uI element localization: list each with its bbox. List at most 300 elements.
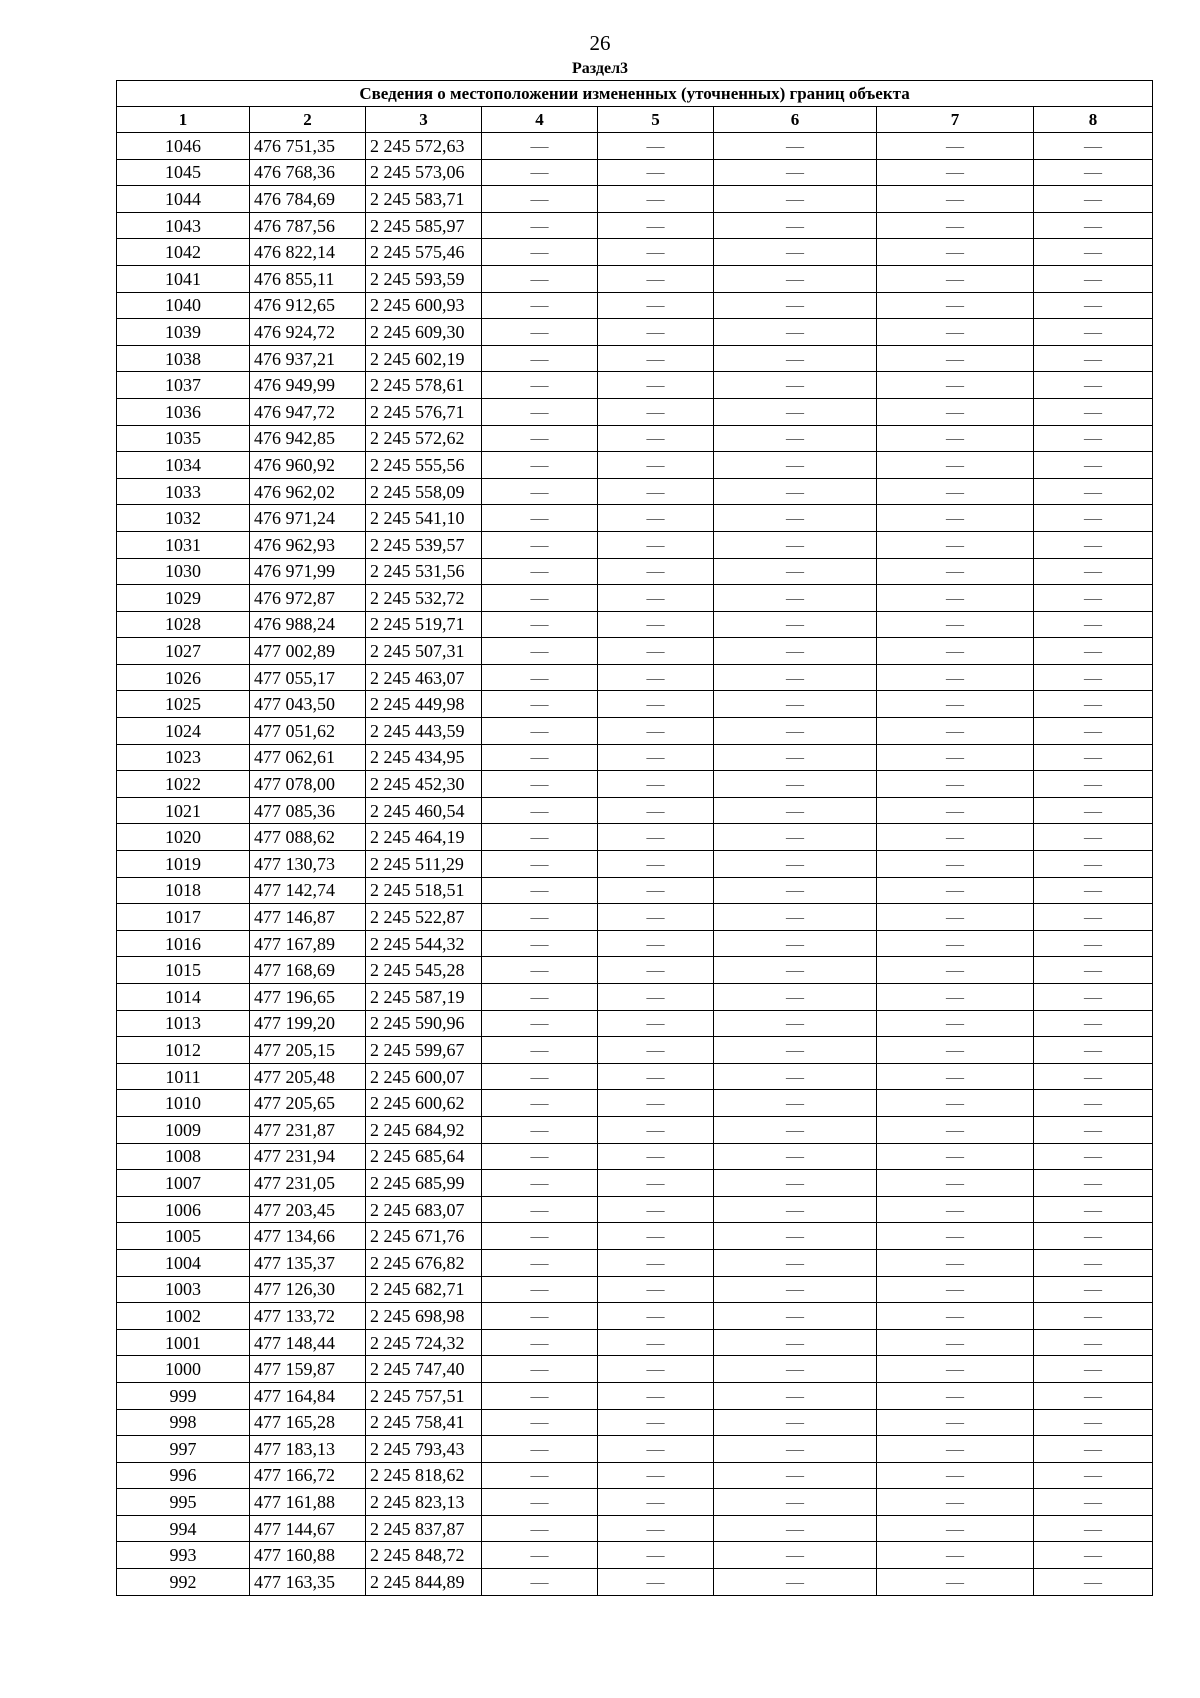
empty-value-cell: —	[598, 771, 714, 798]
table-row	[117, 771, 1153, 798]
empty-value-cell: —	[877, 824, 1034, 851]
empty-value-cell: —	[598, 797, 714, 824]
table-row	[117, 292, 1153, 319]
table-row	[117, 478, 1153, 505]
y-coordinate-cell: 2 245 823,13	[366, 1489, 482, 1516]
empty-value-cell: —	[877, 239, 1034, 266]
empty-value-cell: —	[1034, 1249, 1153, 1276]
table-row	[117, 1569, 1153, 1596]
y-coordinate-cell: 2 245 544,32	[366, 930, 482, 957]
column-number: 1	[117, 107, 250, 133]
point-number-cell: 1036	[117, 398, 250, 425]
table-row	[117, 824, 1153, 851]
y-coordinate-cell: 2 245 757,51	[366, 1382, 482, 1409]
y-coordinate-cell: 2 245 684,92	[366, 1116, 482, 1143]
y-coordinate-cell: 2 245 575,46	[366, 239, 482, 266]
empty-value-cell: —	[598, 1143, 714, 1170]
table-row	[117, 851, 1153, 878]
table-row	[117, 1489, 1153, 1516]
empty-value-cell: —	[714, 531, 877, 558]
empty-value-cell: —	[598, 159, 714, 186]
point-number-cell: 1041	[117, 265, 250, 292]
empty-value-cell: —	[714, 1542, 877, 1569]
y-coordinate-cell: 2 245 844,89	[366, 1569, 482, 1596]
empty-value-cell: —	[714, 558, 877, 585]
y-coordinate-cell: 2 245 848,72	[366, 1542, 482, 1569]
x-coordinate-cell: 477 205,15	[250, 1037, 366, 1064]
x-coordinate-cell: 476 971,99	[250, 558, 366, 585]
y-coordinate-cell: 2 245 676,82	[366, 1249, 482, 1276]
empty-value-cell: —	[598, 133, 714, 160]
empty-value-cell: —	[482, 664, 598, 691]
empty-value-cell: —	[877, 1196, 1034, 1223]
empty-value-cell: —	[1034, 824, 1153, 851]
y-coordinate-cell: 2 245 609,30	[366, 319, 482, 346]
empty-value-cell: —	[877, 398, 1034, 425]
x-coordinate-cell: 476 972,87	[250, 585, 366, 612]
empty-value-cell: —	[714, 1010, 877, 1037]
empty-value-cell: —	[482, 265, 598, 292]
empty-value-cell: —	[877, 771, 1034, 798]
empty-value-cell: —	[598, 212, 714, 239]
empty-value-cell: —	[1034, 1116, 1153, 1143]
empty-value-cell: —	[1034, 1515, 1153, 1542]
table-row	[117, 505, 1153, 532]
empty-value-cell: —	[714, 691, 877, 718]
x-coordinate-cell: 477 199,20	[250, 1010, 366, 1037]
empty-value-cell: —	[598, 372, 714, 399]
empty-value-cell: —	[598, 664, 714, 691]
empty-value-cell: —	[877, 611, 1034, 638]
x-coordinate-cell: 476 988,24	[250, 611, 366, 638]
empty-value-cell: —	[714, 478, 877, 505]
empty-value-cell: —	[1034, 372, 1153, 399]
empty-value-cell: —	[1034, 1303, 1153, 1330]
x-coordinate-cell: 477 168,69	[250, 957, 366, 984]
table-row	[117, 345, 1153, 372]
x-coordinate-cell: 477 231,94	[250, 1143, 366, 1170]
y-coordinate-cell: 2 245 602,19	[366, 345, 482, 372]
empty-value-cell: —	[598, 265, 714, 292]
point-number-cell: 999	[117, 1382, 250, 1409]
empty-value-cell: —	[714, 1116, 877, 1143]
empty-value-cell: —	[877, 1489, 1034, 1516]
empty-value-cell: —	[1034, 239, 1153, 266]
empty-value-cell: —	[714, 664, 877, 691]
empty-value-cell: —	[877, 1329, 1034, 1356]
empty-value-cell: —	[1034, 1143, 1153, 1170]
x-coordinate-cell: 477 205,65	[250, 1090, 366, 1117]
empty-value-cell: —	[598, 824, 714, 851]
point-number-cell: 1031	[117, 531, 250, 558]
x-coordinate-cell: 477 163,35	[250, 1569, 366, 1596]
x-coordinate-cell: 476 784,69	[250, 186, 366, 213]
empty-value-cell: —	[877, 212, 1034, 239]
point-number-cell: 1028	[117, 611, 250, 638]
empty-value-cell: —	[1034, 425, 1153, 452]
empty-value-cell: —	[598, 558, 714, 585]
y-coordinate-cell: 2 245 747,40	[366, 1356, 482, 1383]
table-row	[117, 133, 1153, 160]
empty-value-cell: —	[877, 904, 1034, 931]
empty-value-cell: —	[1034, 1462, 1153, 1489]
empty-value-cell: —	[598, 1382, 714, 1409]
table-row	[117, 319, 1153, 346]
y-coordinate-cell: 2 245 464,19	[366, 824, 482, 851]
empty-value-cell: —	[714, 1356, 877, 1383]
empty-value-cell: —	[482, 1569, 598, 1596]
empty-value-cell: —	[877, 372, 1034, 399]
empty-value-cell: —	[482, 1143, 598, 1170]
table-row	[117, 265, 1153, 292]
column-number: 2	[250, 107, 366, 133]
column-number: 6	[714, 107, 877, 133]
empty-value-cell: —	[877, 478, 1034, 505]
table-row	[117, 638, 1153, 665]
empty-value-cell: —	[877, 664, 1034, 691]
y-coordinate-cell: 2 245 685,99	[366, 1170, 482, 1197]
empty-value-cell: —	[482, 1037, 598, 1064]
empty-value-cell: —	[482, 1249, 598, 1276]
table-row	[117, 1329, 1153, 1356]
empty-value-cell: —	[714, 1276, 877, 1303]
empty-value-cell: —	[1034, 611, 1153, 638]
table-row	[117, 1010, 1153, 1037]
empty-value-cell: —	[877, 1276, 1034, 1303]
table-row	[117, 1196, 1153, 1223]
table-row	[117, 531, 1153, 558]
x-coordinate-cell: 477 231,05	[250, 1170, 366, 1197]
point-number-cell: 1014	[117, 984, 250, 1011]
column-number: 4	[482, 107, 598, 133]
empty-value-cell: —	[877, 957, 1034, 984]
empty-value-cell: —	[877, 1303, 1034, 1330]
empty-value-cell: —	[482, 1489, 598, 1516]
empty-value-cell: —	[1034, 1010, 1153, 1037]
empty-value-cell: —	[1034, 478, 1153, 505]
y-coordinate-cell: 2 245 724,32	[366, 1329, 482, 1356]
x-coordinate-cell: 477 133,72	[250, 1303, 366, 1330]
empty-value-cell: —	[714, 1196, 877, 1223]
y-coordinate-cell: 2 245 511,29	[366, 851, 482, 878]
empty-value-cell: —	[482, 1356, 598, 1383]
empty-value-cell: —	[877, 1090, 1034, 1117]
empty-value-cell: —	[482, 1462, 598, 1489]
empty-value-cell: —	[877, 851, 1034, 878]
empty-value-cell: —	[877, 452, 1034, 479]
point-number-cell: 997	[117, 1436, 250, 1463]
empty-value-cell: —	[1034, 1356, 1153, 1383]
empty-value-cell: —	[598, 718, 714, 745]
x-coordinate-cell: 476 947,72	[250, 398, 366, 425]
empty-value-cell: —	[877, 1356, 1034, 1383]
x-coordinate-cell: 477 161,88	[250, 1489, 366, 1516]
x-coordinate-cell: 477 135,37	[250, 1249, 366, 1276]
empty-value-cell: —	[714, 345, 877, 372]
point-number-cell: 1046	[117, 133, 250, 160]
y-coordinate-cell: 2 245 682,71	[366, 1276, 482, 1303]
empty-value-cell: —	[1034, 558, 1153, 585]
point-number-cell: 1025	[117, 691, 250, 718]
empty-value-cell: —	[482, 133, 598, 160]
point-number-cell: 1006	[117, 1196, 250, 1223]
empty-value-cell: —	[877, 1409, 1034, 1436]
empty-value-cell: —	[877, 877, 1034, 904]
table-title: Сведения о местоположении измененных (уточненных) границ объекта	[117, 81, 1153, 107]
y-coordinate-cell: 2 245 531,56	[366, 558, 482, 585]
point-number-cell: 1037	[117, 372, 250, 399]
empty-value-cell: —	[877, 1542, 1034, 1569]
point-number-cell: 1026	[117, 664, 250, 691]
x-coordinate-cell: 477 144,67	[250, 1515, 366, 1542]
empty-value-cell: —	[598, 1170, 714, 1197]
empty-value-cell: —	[877, 345, 1034, 372]
table-row	[117, 452, 1153, 479]
x-coordinate-cell: 477 196,65	[250, 984, 366, 1011]
table-row	[117, 718, 1153, 745]
table-row	[117, 611, 1153, 638]
empty-value-cell: —	[1034, 744, 1153, 771]
table-row	[117, 877, 1153, 904]
y-coordinate-cell: 2 245 449,98	[366, 691, 482, 718]
table-row	[117, 1249, 1153, 1276]
y-coordinate-cell: 2 245 545,28	[366, 957, 482, 984]
x-coordinate-cell: 477 164,84	[250, 1382, 366, 1409]
empty-value-cell: —	[714, 452, 877, 479]
empty-value-cell: —	[714, 744, 877, 771]
table-row	[117, 1143, 1153, 1170]
empty-value-cell: —	[598, 1569, 714, 1596]
empty-value-cell: —	[714, 1329, 877, 1356]
x-coordinate-cell: 476 751,35	[250, 133, 366, 160]
empty-value-cell: —	[877, 691, 1034, 718]
empty-value-cell: —	[1034, 292, 1153, 319]
point-number-cell: 1017	[117, 904, 250, 931]
table-body	[117, 133, 1153, 1596]
point-number-cell: 996	[117, 1462, 250, 1489]
empty-value-cell: —	[1034, 531, 1153, 558]
empty-value-cell: —	[598, 239, 714, 266]
point-number-cell: 1040	[117, 292, 250, 319]
empty-value-cell: —	[714, 133, 877, 160]
empty-value-cell: —	[482, 797, 598, 824]
empty-value-cell: —	[714, 292, 877, 319]
y-coordinate-cell: 2 245 671,76	[366, 1223, 482, 1250]
empty-value-cell: —	[714, 159, 877, 186]
table-row	[117, 984, 1153, 1011]
point-number-cell: 1001	[117, 1329, 250, 1356]
x-coordinate-cell: 477 051,62	[250, 718, 366, 745]
empty-value-cell: —	[1034, 1063, 1153, 1090]
empty-value-cell: —	[598, 319, 714, 346]
empty-value-cell: —	[714, 771, 877, 798]
table-row	[117, 1436, 1153, 1463]
table-row	[117, 744, 1153, 771]
point-number-cell: 1033	[117, 478, 250, 505]
empty-value-cell: —	[598, 1462, 714, 1489]
empty-value-cell: —	[598, 877, 714, 904]
empty-value-cell: —	[1034, 1170, 1153, 1197]
x-coordinate-cell: 477 231,87	[250, 1116, 366, 1143]
point-number-cell: 995	[117, 1489, 250, 1516]
point-number-cell: 992	[117, 1569, 250, 1596]
x-coordinate-cell: 477 055,17	[250, 664, 366, 691]
y-coordinate-cell: 2 245 555,56	[366, 452, 482, 479]
point-number-cell: 1004	[117, 1249, 250, 1276]
x-coordinate-cell: 477 148,44	[250, 1329, 366, 1356]
point-number-cell: 1043	[117, 212, 250, 239]
empty-value-cell: —	[877, 558, 1034, 585]
empty-value-cell: —	[714, 851, 877, 878]
table-row	[117, 1170, 1153, 1197]
table-row	[117, 1303, 1153, 1330]
x-coordinate-cell: 477 160,88	[250, 1542, 366, 1569]
point-number-cell: 1008	[117, 1143, 250, 1170]
y-coordinate-cell: 2 245 578,61	[366, 372, 482, 399]
empty-value-cell: —	[1034, 1196, 1153, 1223]
empty-value-cell: —	[714, 1382, 877, 1409]
point-number-cell: 1024	[117, 718, 250, 745]
empty-value-cell: —	[482, 212, 598, 239]
empty-value-cell: —	[877, 1037, 1034, 1064]
point-number-cell: 1029	[117, 585, 250, 612]
empty-value-cell: —	[598, 1303, 714, 1330]
x-coordinate-cell: 477 043,50	[250, 691, 366, 718]
empty-value-cell: —	[714, 425, 877, 452]
empty-value-cell: —	[1034, 1382, 1153, 1409]
empty-value-cell: —	[482, 1196, 598, 1223]
point-number-cell: 1032	[117, 505, 250, 532]
empty-value-cell: —	[482, 957, 598, 984]
empty-value-cell: —	[1034, 877, 1153, 904]
empty-value-cell: —	[877, 1249, 1034, 1276]
y-coordinate-cell: 2 245 507,31	[366, 638, 482, 665]
empty-value-cell: —	[598, 1409, 714, 1436]
empty-value-cell: —	[877, 797, 1034, 824]
empty-value-cell: —	[1034, 771, 1153, 798]
point-number-cell: 1011	[117, 1063, 250, 1090]
section-label: Раздел3	[571, 60, 629, 77]
empty-value-cell: —	[877, 1462, 1034, 1489]
empty-value-cell: —	[482, 425, 598, 452]
empty-value-cell: —	[598, 1010, 714, 1037]
empty-value-cell: —	[598, 452, 714, 479]
x-coordinate-cell: 476 768,36	[250, 159, 366, 186]
y-coordinate-cell: 2 245 452,30	[366, 771, 482, 798]
x-coordinate-cell: 476 960,92	[250, 452, 366, 479]
y-coordinate-cell: 2 245 587,19	[366, 984, 482, 1011]
empty-value-cell: —	[482, 186, 598, 213]
table-row	[117, 1276, 1153, 1303]
empty-value-cell: —	[1034, 1037, 1153, 1064]
table-row	[117, 186, 1153, 213]
empty-value-cell: —	[482, 292, 598, 319]
y-coordinate-cell: 2 245 532,72	[366, 585, 482, 612]
y-coordinate-cell: 2 245 685,64	[366, 1143, 482, 1170]
point-number-cell: 1023	[117, 744, 250, 771]
empty-value-cell: —	[1034, 212, 1153, 239]
y-coordinate-cell: 2 245 600,62	[366, 1090, 482, 1117]
table-row	[117, 1063, 1153, 1090]
point-number-cell: 1027	[117, 638, 250, 665]
y-coordinate-cell: 2 245 793,43	[366, 1436, 482, 1463]
empty-value-cell: —	[714, 877, 877, 904]
empty-value-cell: —	[598, 957, 714, 984]
empty-value-cell: —	[482, 1409, 598, 1436]
empty-value-cell: —	[598, 1276, 714, 1303]
empty-value-cell: —	[482, 1170, 598, 1197]
empty-value-cell: —	[1034, 505, 1153, 532]
table-row	[117, 425, 1153, 452]
table-row	[117, 1382, 1153, 1409]
empty-value-cell: —	[482, 1010, 598, 1037]
table-row	[117, 691, 1153, 718]
x-coordinate-cell: 477 126,30	[250, 1276, 366, 1303]
empty-value-cell: —	[482, 452, 598, 479]
empty-value-cell: —	[482, 1303, 598, 1330]
empty-value-cell: —	[1034, 638, 1153, 665]
empty-value-cell: —	[1034, 1542, 1153, 1569]
empty-value-cell: —	[482, 345, 598, 372]
point-number-cell: 1034	[117, 452, 250, 479]
empty-value-cell: —	[877, 292, 1034, 319]
empty-value-cell: —	[877, 1436, 1034, 1463]
empty-value-cell: —	[714, 1409, 877, 1436]
empty-value-cell: —	[1034, 398, 1153, 425]
empty-value-cell: —	[598, 1116, 714, 1143]
x-coordinate-cell: 477 088,62	[250, 824, 366, 851]
empty-value-cell: —	[1034, 133, 1153, 160]
empty-value-cell: —	[482, 984, 598, 1011]
table-row	[117, 212, 1153, 239]
point-number-cell: 1015	[117, 957, 250, 984]
point-number-cell: 1012	[117, 1037, 250, 1064]
empty-value-cell: —	[1034, 718, 1153, 745]
empty-value-cell: —	[714, 1515, 877, 1542]
x-coordinate-cell: 476 949,99	[250, 372, 366, 399]
table-row	[117, 1116, 1153, 1143]
empty-value-cell: —	[877, 638, 1034, 665]
empty-value-cell: —	[877, 319, 1034, 346]
x-coordinate-cell: 476 912,65	[250, 292, 366, 319]
y-coordinate-cell: 2 245 519,71	[366, 611, 482, 638]
empty-value-cell: —	[1034, 930, 1153, 957]
y-coordinate-cell: 2 245 600,07	[366, 1063, 482, 1090]
empty-value-cell: —	[877, 1382, 1034, 1409]
x-coordinate-cell: 476 962,02	[250, 478, 366, 505]
empty-value-cell: —	[714, 930, 877, 957]
table-row	[117, 1090, 1153, 1117]
x-coordinate-cell: 476 937,21	[250, 345, 366, 372]
empty-value-cell: —	[714, 1249, 877, 1276]
point-number-cell: 1022	[117, 771, 250, 798]
empty-value-cell: —	[1034, 1569, 1153, 1596]
point-number-cell: 1039	[117, 319, 250, 346]
empty-value-cell: —	[1034, 1409, 1153, 1436]
x-coordinate-cell: 477 134,66	[250, 1223, 366, 1250]
point-number-cell: 1030	[117, 558, 250, 585]
empty-value-cell: —	[598, 1090, 714, 1117]
empty-value-cell: —	[598, 345, 714, 372]
y-coordinate-cell: 2 245 572,63	[366, 133, 482, 160]
x-coordinate-cell: 476 822,14	[250, 239, 366, 266]
page-number: 26	[589, 31, 611, 55]
empty-value-cell: —	[598, 398, 714, 425]
empty-value-cell: —	[1034, 265, 1153, 292]
empty-value-cell: —	[877, 930, 1034, 957]
point-number-cell: 1013	[117, 1010, 250, 1037]
y-coordinate-cell: 2 245 583,71	[366, 186, 482, 213]
